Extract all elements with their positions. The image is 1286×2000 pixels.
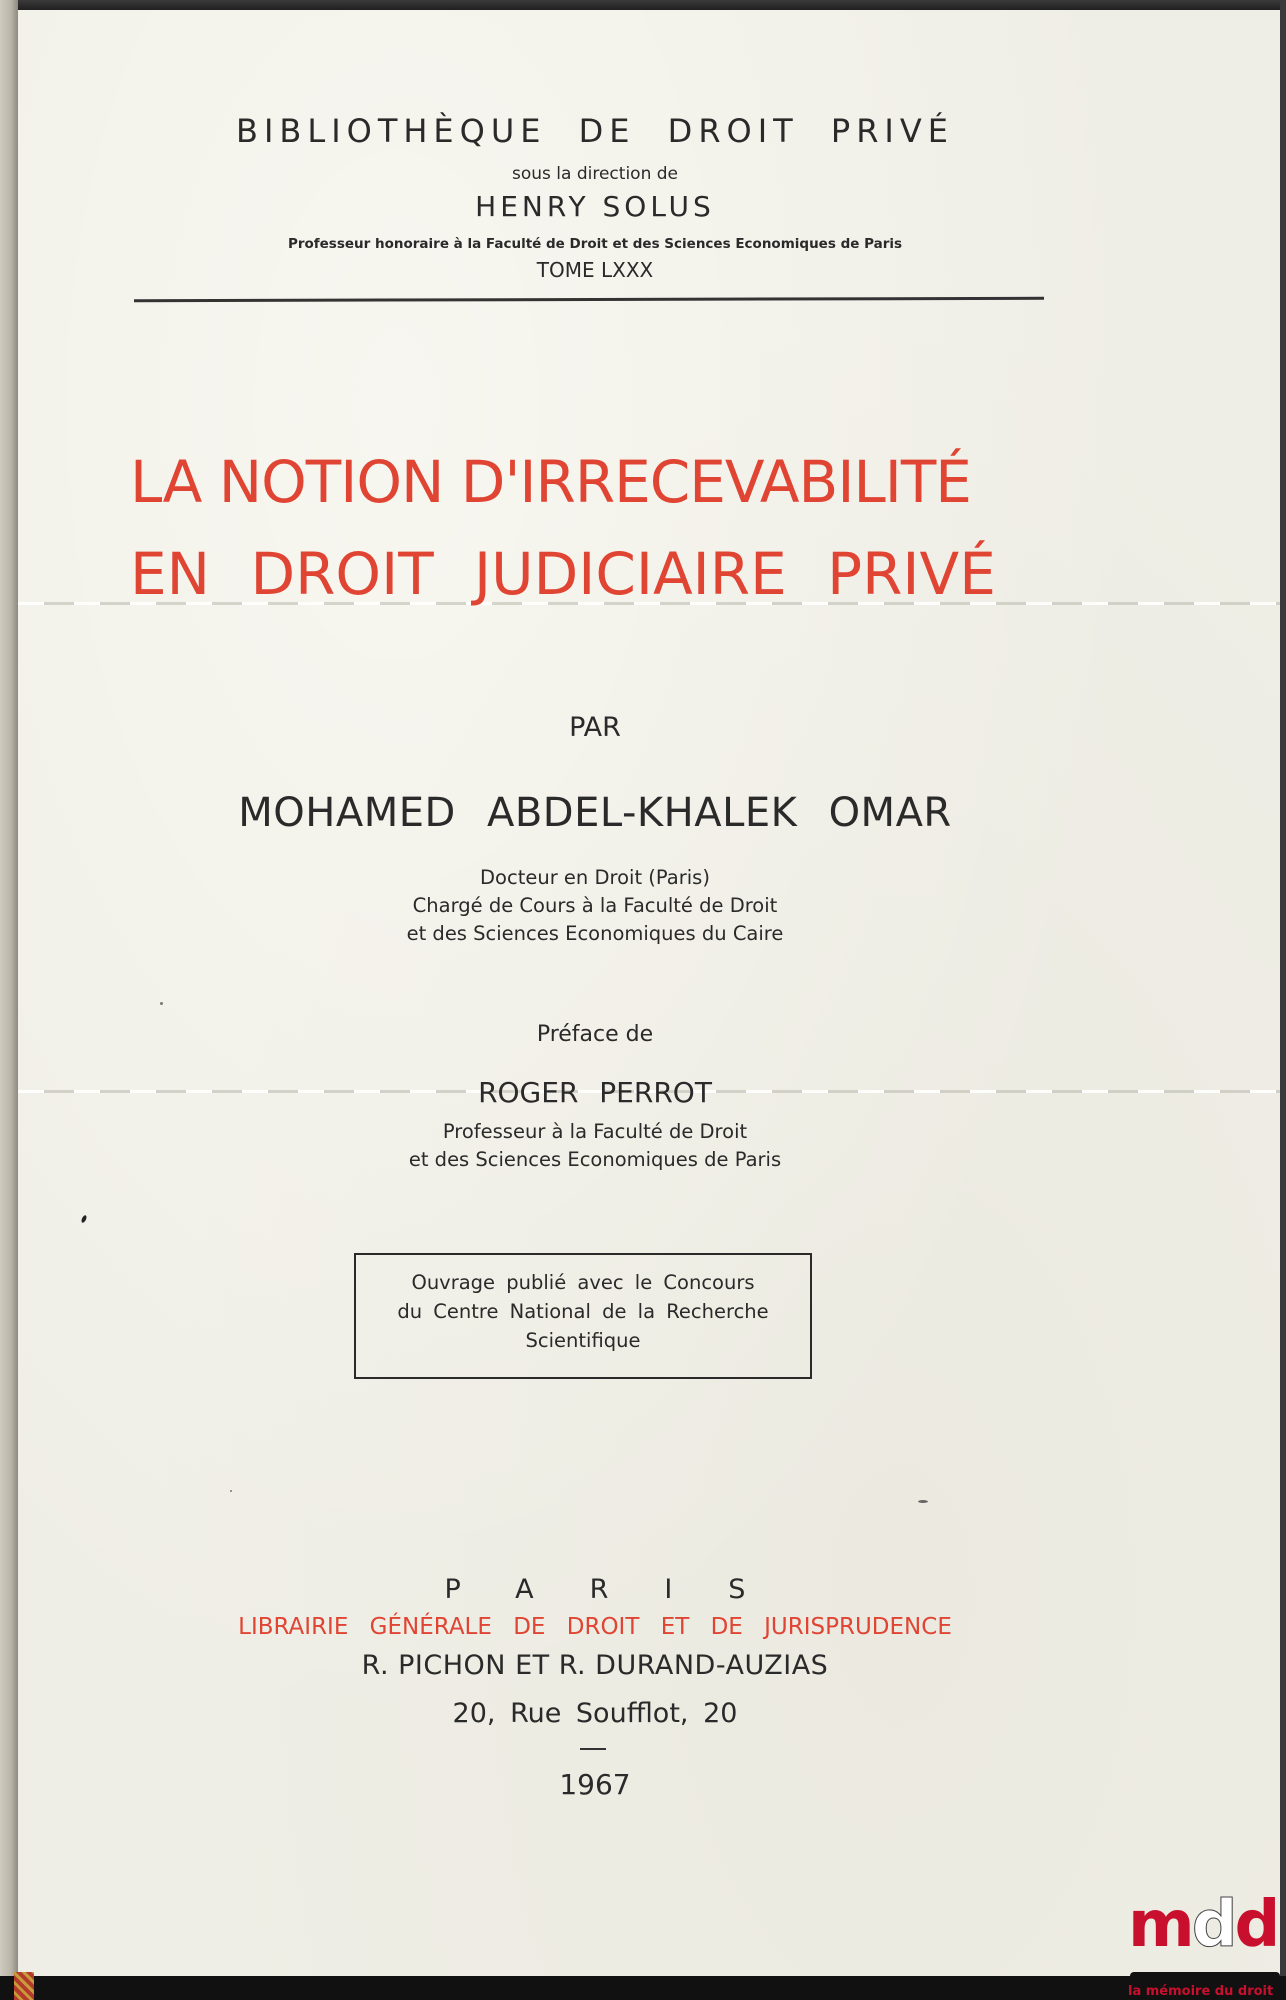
author-credential: Chargé de Cours à la Faculté de Droit: [412, 894, 778, 917]
preface-author-credentials: [130, 1118, 1060, 1174]
series-director: HENRY SOLUS: [475, 190, 715, 223]
book-binding: [0, 0, 18, 2000]
publisher-address: 20, Rue Soufflot, 20: [452, 1698, 738, 1729]
author-credential: Docteur en Droit (Paris): [480, 866, 710, 889]
logo-tagline: la mémoire du droit: [1128, 1984, 1274, 1999]
preface-author: ROGER PERROT: [478, 1076, 712, 1109]
publication-year: 1967: [559, 1768, 631, 1801]
ink-speck: [918, 1500, 928, 1503]
book-bottom-edge: [0, 1976, 1286, 2000]
year-separator: [580, 1748, 606, 1750]
ink-speck: [230, 1490, 232, 1492]
cnrs-notice-line: Ouvrage publié avec le Concours: [411, 1271, 755, 1294]
cnrs-notice-box: [354, 1253, 812, 1379]
tome-number: TOME LXXX: [536, 258, 654, 282]
preface-credential: et des Sciences Economiques de Paris: [408, 1148, 782, 1171]
mdd-logo: [1128, 1890, 1286, 2000]
book-title-line-2: EN DROIT JUDICIAIRE PRIVÉ: [130, 540, 996, 608]
printers-name: R. PICHON ET R. DURAND-AUZIAS: [361, 1650, 829, 1681]
bookmark-ribbon: [14, 1972, 34, 2000]
logo-bar: [1130, 1972, 1280, 1980]
author-credential: et des Sciences Economiques du Caire: [406, 922, 784, 945]
cnrs-notice-line: Scientifique: [525, 1329, 641, 1352]
cnrs-notice-line: du Centre National de la Recherche: [397, 1300, 769, 1323]
title-page: [18, 10, 1280, 1990]
director-title: Professeur honoraire à la Faculté de Droit et des Sciences Economiques de Paris: [287, 236, 903, 252]
author-name: MOHAMED ABDEL-KHALEK OMAR: [238, 790, 952, 836]
preface-label: Préface de: [536, 1022, 654, 1047]
imprint-city: PARIS: [444, 1574, 802, 1605]
by-label: PAR: [569, 712, 621, 743]
publisher-name: LIBRAIRIE GÉNÉRALE DE DROIT ET DE JURISPRUDENCE: [238, 1614, 952, 1640]
book-title-line-1: LA NOTION D'IRRECEVABILITÉ: [130, 448, 971, 516]
preface-credential: Professeur à la Faculté de Droit: [442, 1120, 748, 1143]
series-title: BIBLIOTHÈQUE DE DROIT PRIVÉ: [236, 112, 954, 150]
ink-speck: [160, 1002, 163, 1005]
book-right-edge: [1280, 0, 1286, 2000]
logo-mark: mdd: [1128, 1888, 1278, 1962]
author-credentials: [130, 864, 1060, 948]
direction-label: sous la direction de: [512, 164, 678, 184]
